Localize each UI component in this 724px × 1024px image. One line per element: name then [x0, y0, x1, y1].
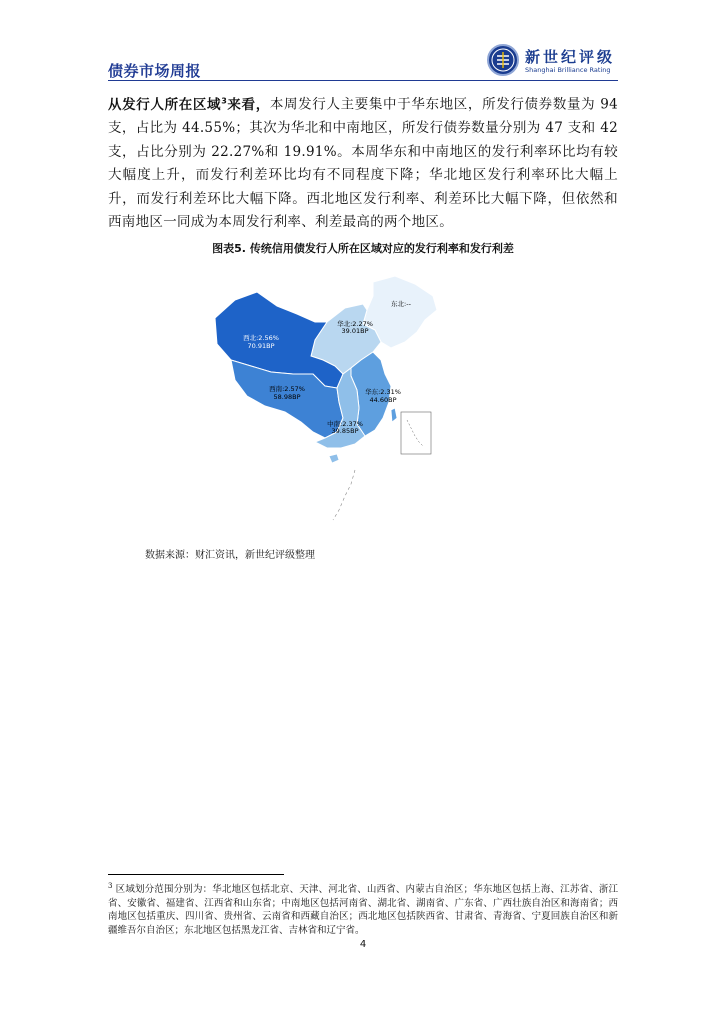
label-xibei-spread: 70.91BP	[247, 342, 275, 350]
china-region-map	[205, 270, 445, 530]
island-hainan	[329, 454, 339, 463]
label-xibei-rate: 西北:2.56%	[243, 334, 279, 342]
footnote-divider	[108, 874, 284, 875]
report-title: 债券市场周报	[108, 62, 202, 80]
label-xinan-spread: 58.98BP	[273, 393, 301, 401]
label-huadong-rate: 华东:2.31%	[365, 388, 401, 396]
label-zhongnan-rate: 中南:2.37%	[327, 420, 363, 428]
paragraph-body: 本周发行人主要集中于华东地区，所发行债券数量为 94 支，占比为 44.55%；其次为华北和中南地区，所发行债券数量分别为 47 支和 42 支，占比分别为 22.27%和 19.91%。本周华东和中南地区的发行利率环比均有较大幅度上升，而发行利差环比均有不同程度下降；华北地区发行利率环比大幅上升，而发行利差环比大幅下降。西北地区发行利率、利差环比大幅下降，但依然和西南地区一同成为本周发行利率、利差最高的两个地区。	[108, 96, 618, 231]
south-china-sea-inset	[401, 412, 431, 454]
paragraph-lead: 从发行人所在区域$^3$来看，	[108, 96, 270, 113]
footnote-reference[interactable]: 3	[221, 96, 228, 105]
figure-caption: 图表5. 传统信用债发行人所在区域对应的发行利率和发行利差	[212, 242, 514, 255]
label-dongbei: 东北:--	[391, 300, 411, 308]
label-xinan-rate: 西南:2.57%	[269, 385, 305, 393]
label-zhongnan-spread: 39.85BP	[331, 427, 359, 435]
footnote	[108, 880, 618, 937]
logo-emblem-icon	[487, 44, 519, 76]
label-huabei-spread: 39.01BP	[341, 327, 369, 335]
island-taiwan	[391, 408, 397, 422]
body-paragraph	[108, 89, 618, 235]
logo-english-name: Shanghai Brilliance Rating	[525, 66, 611, 74]
company-logo	[487, 44, 617, 78]
label-huadong-spread: 44.60BP	[369, 396, 397, 404]
header-divider	[108, 80, 618, 81]
page-number: 4	[359, 939, 367, 950]
logo-chinese-name: 新世纪评级	[525, 48, 616, 66]
footnote-marker: 3	[108, 882, 113, 890]
label-huabei-rate: 华北:2.27%	[337, 320, 373, 328]
data-source: 数据来源：财汇资讯，新世纪评级整理	[145, 550, 315, 561]
footnote-text: 区域划分范围分别为：华北地区包括北京、天津、河北省、山西省、内蒙古自治区；华东地区包括上海、江苏省、浙江省、安徽省、福建省、江西省和山东省；中南地区包括河南省、湖北省、湖南省、广东省、广西壮族自治区和海南省；西南地区包括重庆、四川省、贵州省、云南省和西藏自治区；西北地区包括陕西省、甘肃省、青海省、宁夏回族自治区和新疆维吾尔自治区；东北地区包括黑龙江省、吉林省和辽宁省。	[108, 884, 618, 936]
